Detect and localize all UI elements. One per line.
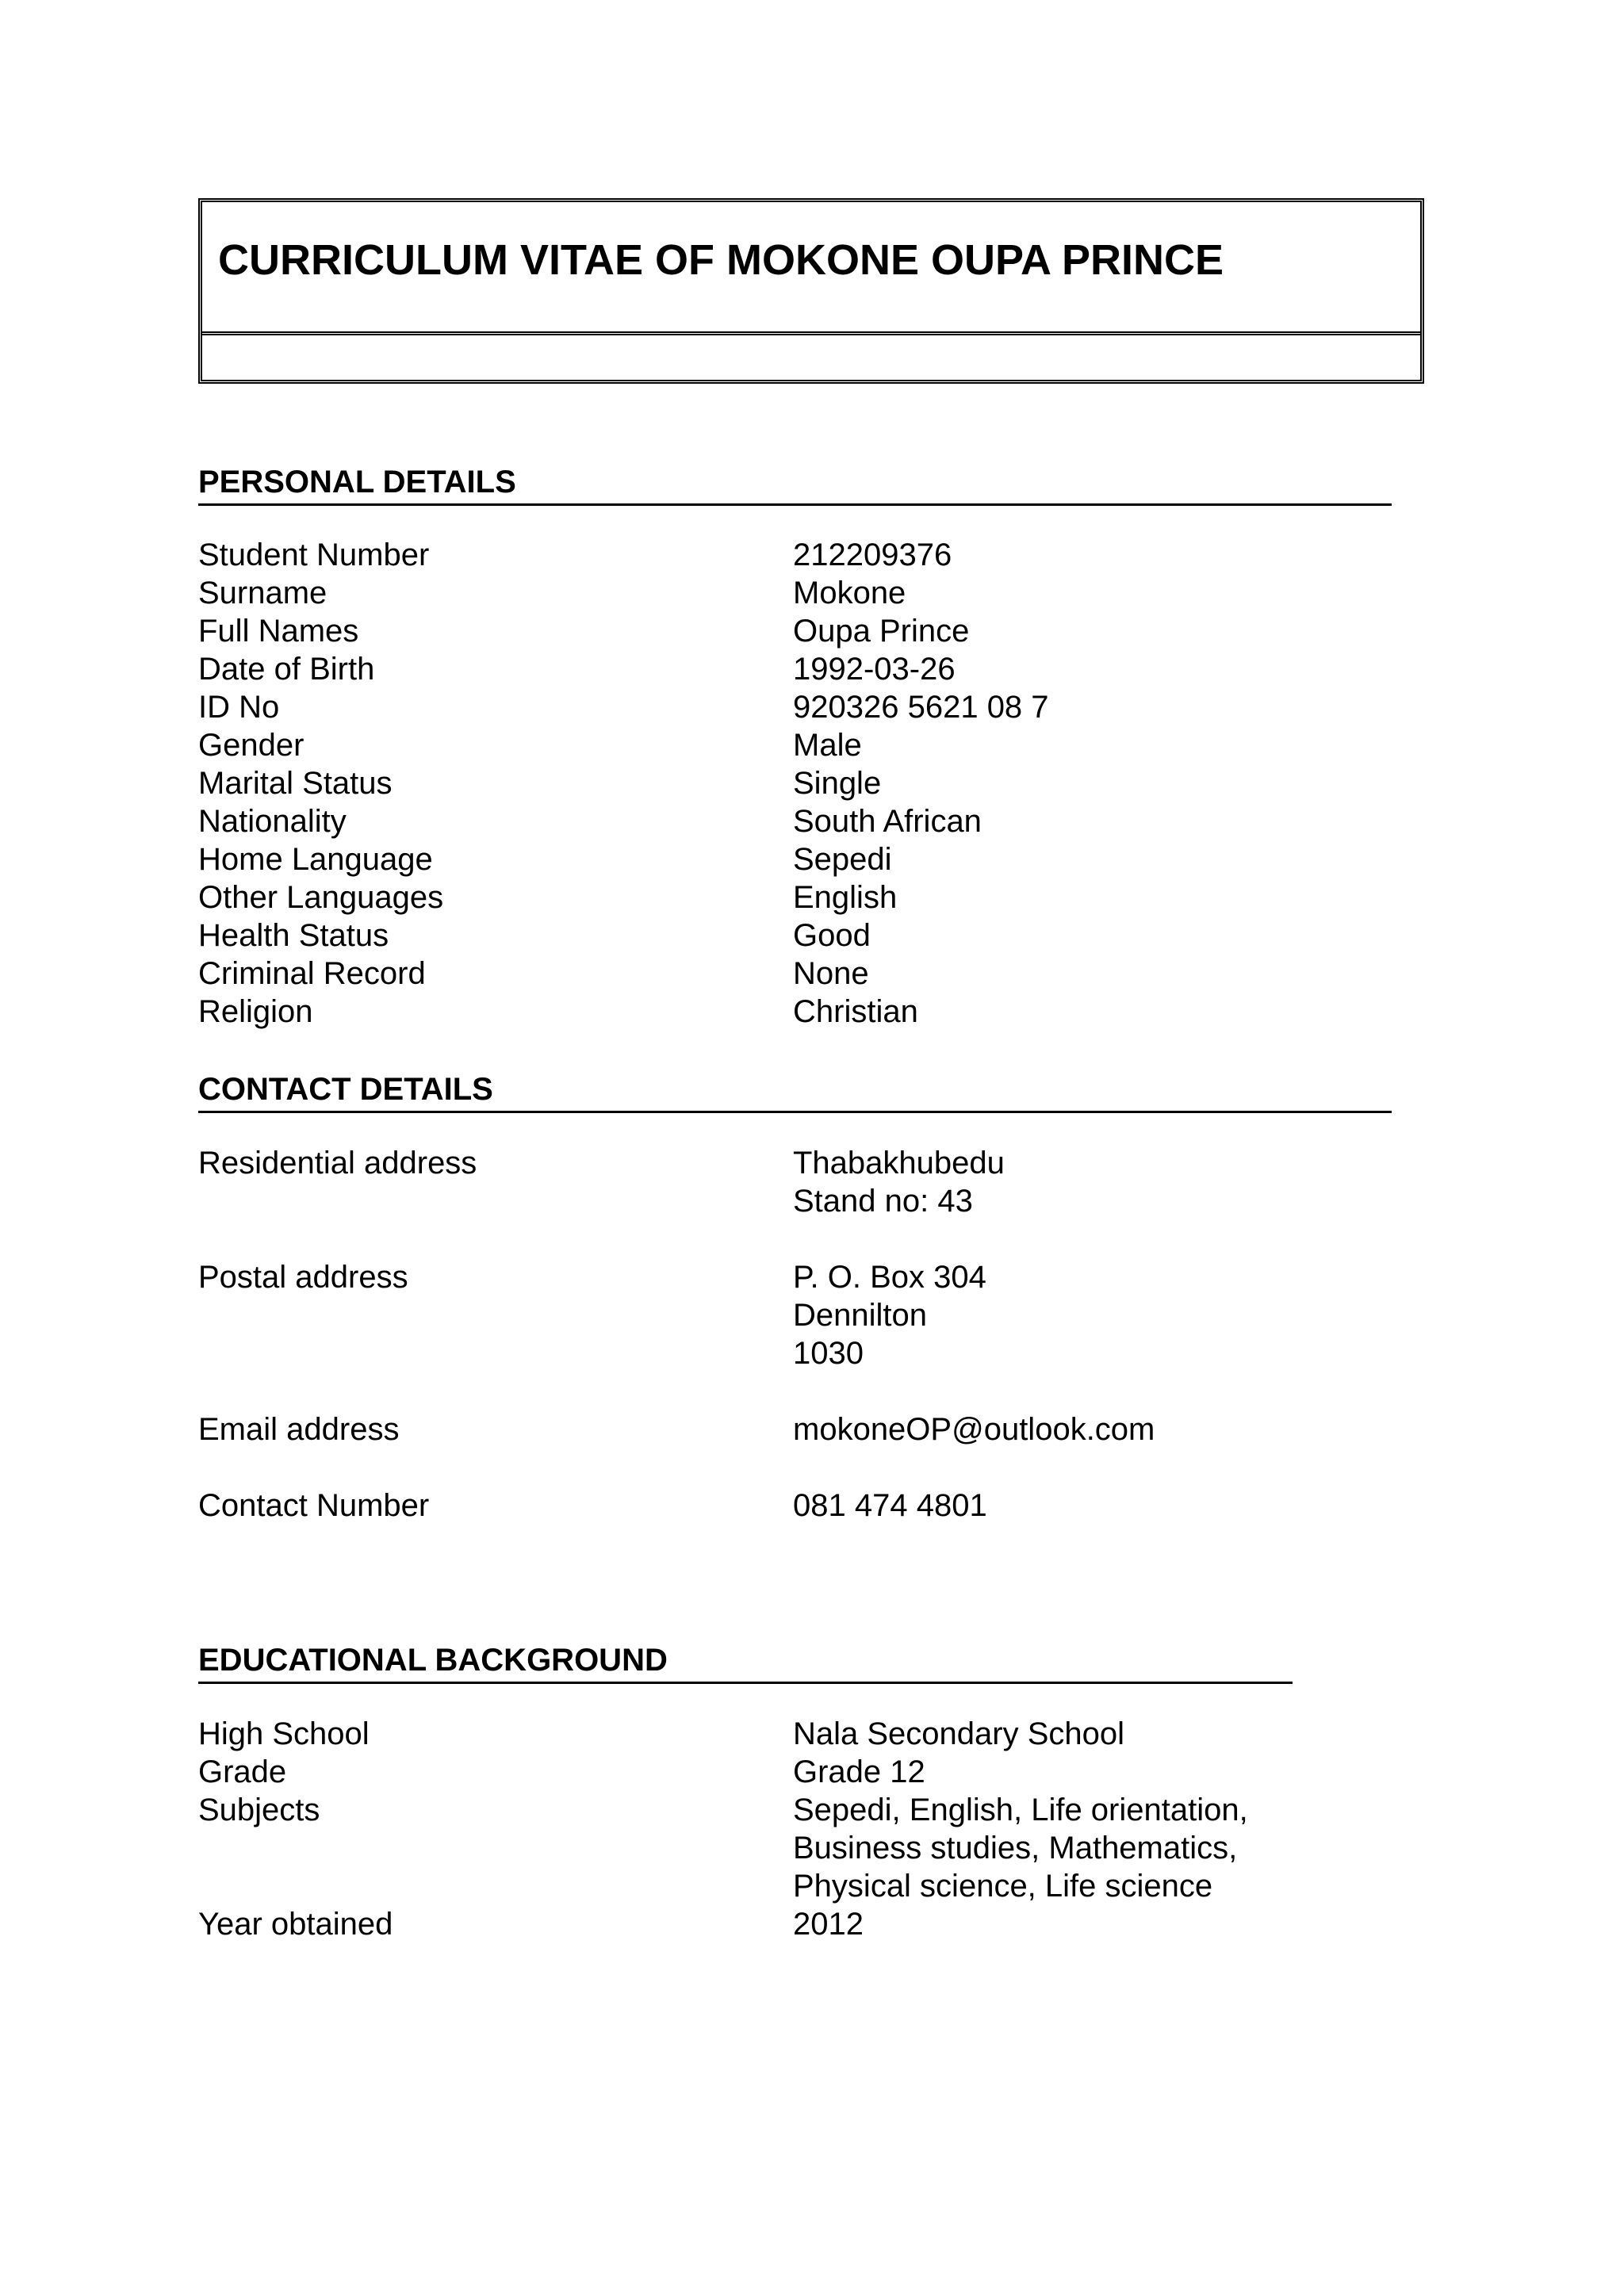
contact-number-label: Contact Number [198,1488,430,1523]
postal-address-line: Dennilton [793,1298,928,1333]
residential-address-line: Thabakhubedu [793,1146,1005,1181]
field-value: Oupa Prince [793,614,970,649]
field-value: Christian [793,994,918,1029]
field-label: Nationality [198,804,347,839]
field-value: Sepedi [793,842,892,877]
field-value: South African [793,804,982,839]
postal-address-label: Postal address [198,1260,408,1295]
field-label: Health Status [198,918,389,953]
field-label: Home Language [198,842,433,877]
field-label: ID No [198,690,280,725]
grade-value: Grade 12 [793,1755,925,1789]
title-table [198,198,1424,384]
subjects-line: Physical science, Life science [793,1869,1213,1904]
residential-address-label: Residential address [198,1146,477,1181]
field-value: Mokone [793,576,906,610]
field-label: Religion [198,994,313,1029]
page-title: CURRICULUM VITAE OF MOKONE OUPA PRINCE [218,236,1224,284]
subjects-line: Business studies, Mathematics, [793,1831,1238,1866]
contact-number-value: 081 474 4801 [793,1488,987,1523]
year-obtained-value: 2012 [793,1907,864,1942]
email-label: Email address [198,1412,400,1447]
field-label: Marital Status [198,766,393,801]
field-label: Criminal Record [198,956,426,991]
email-value: mokoneOP@outlook.com [793,1412,1155,1447]
year-obtained-label: Year obtained [198,1907,393,1942]
field-value: Male [793,728,862,763]
field-label: Other Languages [198,880,444,915]
field-value: 920326 5621 08 7 [793,690,1049,725]
field-value: English [793,880,898,915]
personal-details-heading: PERSONAL DETAILS [198,461,1392,506]
educational-background-heading: EDUCATIONAL BACKGROUND [198,1640,1293,1684]
postal-address-line: 1030 [793,1336,864,1371]
field-label: Date of Birth [198,652,375,687]
subjects-label: Subjects [198,1793,320,1827]
high-school-value: Nala Secondary School [793,1716,1125,1751]
field-value: Single [793,766,882,801]
field-value: Good [793,918,871,953]
subjects-line: Sepedi, English, Life orientation, [793,1793,1248,1827]
contact-details-heading: CONTACT DETAILS [198,1069,1392,1113]
grade-label: Grade [198,1755,287,1789]
residential-address-line: Stand no: 43 [793,1184,973,1219]
field-value: 1992-03-26 [793,652,956,687]
field-value: 212209376 [793,538,952,572]
field-label: Full Names [198,614,359,649]
field-label: Surname [198,576,327,610]
postal-address-line: P. O. Box 304 [793,1260,986,1295]
title-cell [202,202,1420,335]
field-label: Gender [198,728,304,763]
field-label: Student Number [198,538,430,572]
high-school-label: High School [198,1716,370,1751]
field-value: None [793,956,869,991]
